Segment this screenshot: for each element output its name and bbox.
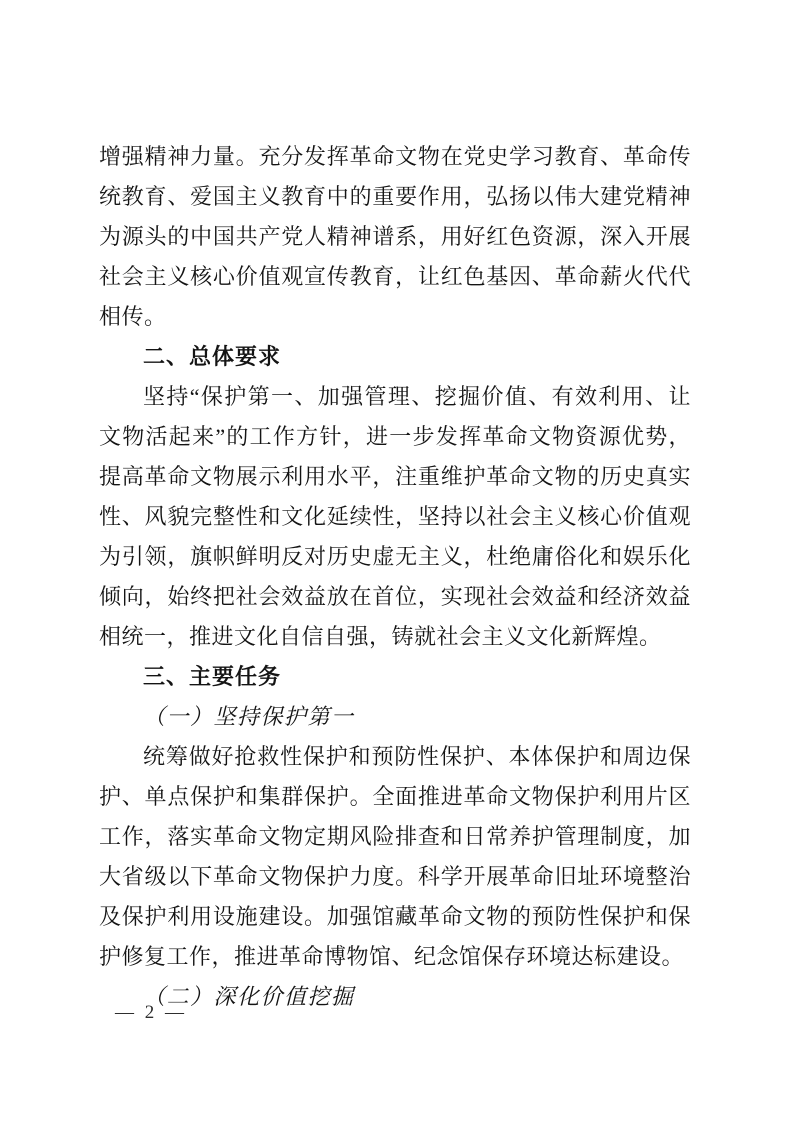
sub-heading-value-excavation: （二）深化价值挖掘 — [143, 984, 355, 1009]
sub-heading-protection-first: （一）坚持保护第一 — [143, 704, 355, 729]
document-body — [99, 137, 691, 1017]
section-heading-overall-requirements: 二、总体要求 — [143, 344, 282, 369]
section-heading-main-tasks: 三、主要任务 — [143, 664, 282, 689]
paragraph-continuation: 增强精神力量。充分发挥革命文物在党史学习教育、革命传统教育、爱国主义教育中的重要作用，弘扬以伟大建党精神为源头的中国共产党人精神谱系，用好红色资源，深入开展社会主义核心价值观宣传教育，让红色基因、革命薪火代代相传。 — [99, 144, 691, 329]
paragraph-overall-requirements: 坚持“保护第一、加强管理、挖掘价值、有效利用、让文物活起来”的工作方针，进一步发挥革命文物资源优势，提高革命文物展示利用水平，注重维护革命文物的历史真实性、风貌完整性和文化延续性，坚持以社会主义核心价值观为引领，旗帜鲜明反对历史虚无主义，杜绝庸俗化和娱乐化倾向，始终把社会效益放在首位，实现社会效益和经济效益相统一，推进文化自信自强，铸就社会主义文化新辉煌。 — [99, 384, 691, 649]
paragraph-protection-first: 统筹做好抢救性保护和预防性保护、本体保护和周边保护、单点保护和集群保护。全面推进革命文物保护利用片区工作，落实革命文物定期风险排查和日常养护管理制度，加大省级以下革命文物保护力度。科学开展革命旧址环境整治及保护利用设施建设。加强馆藏革命文物的预防性保护和保护修复工作，推进革命博物馆、纪念馆保存环境达标建设。 — [99, 744, 691, 969]
page-number: — 2 — — [115, 1002, 187, 1023]
